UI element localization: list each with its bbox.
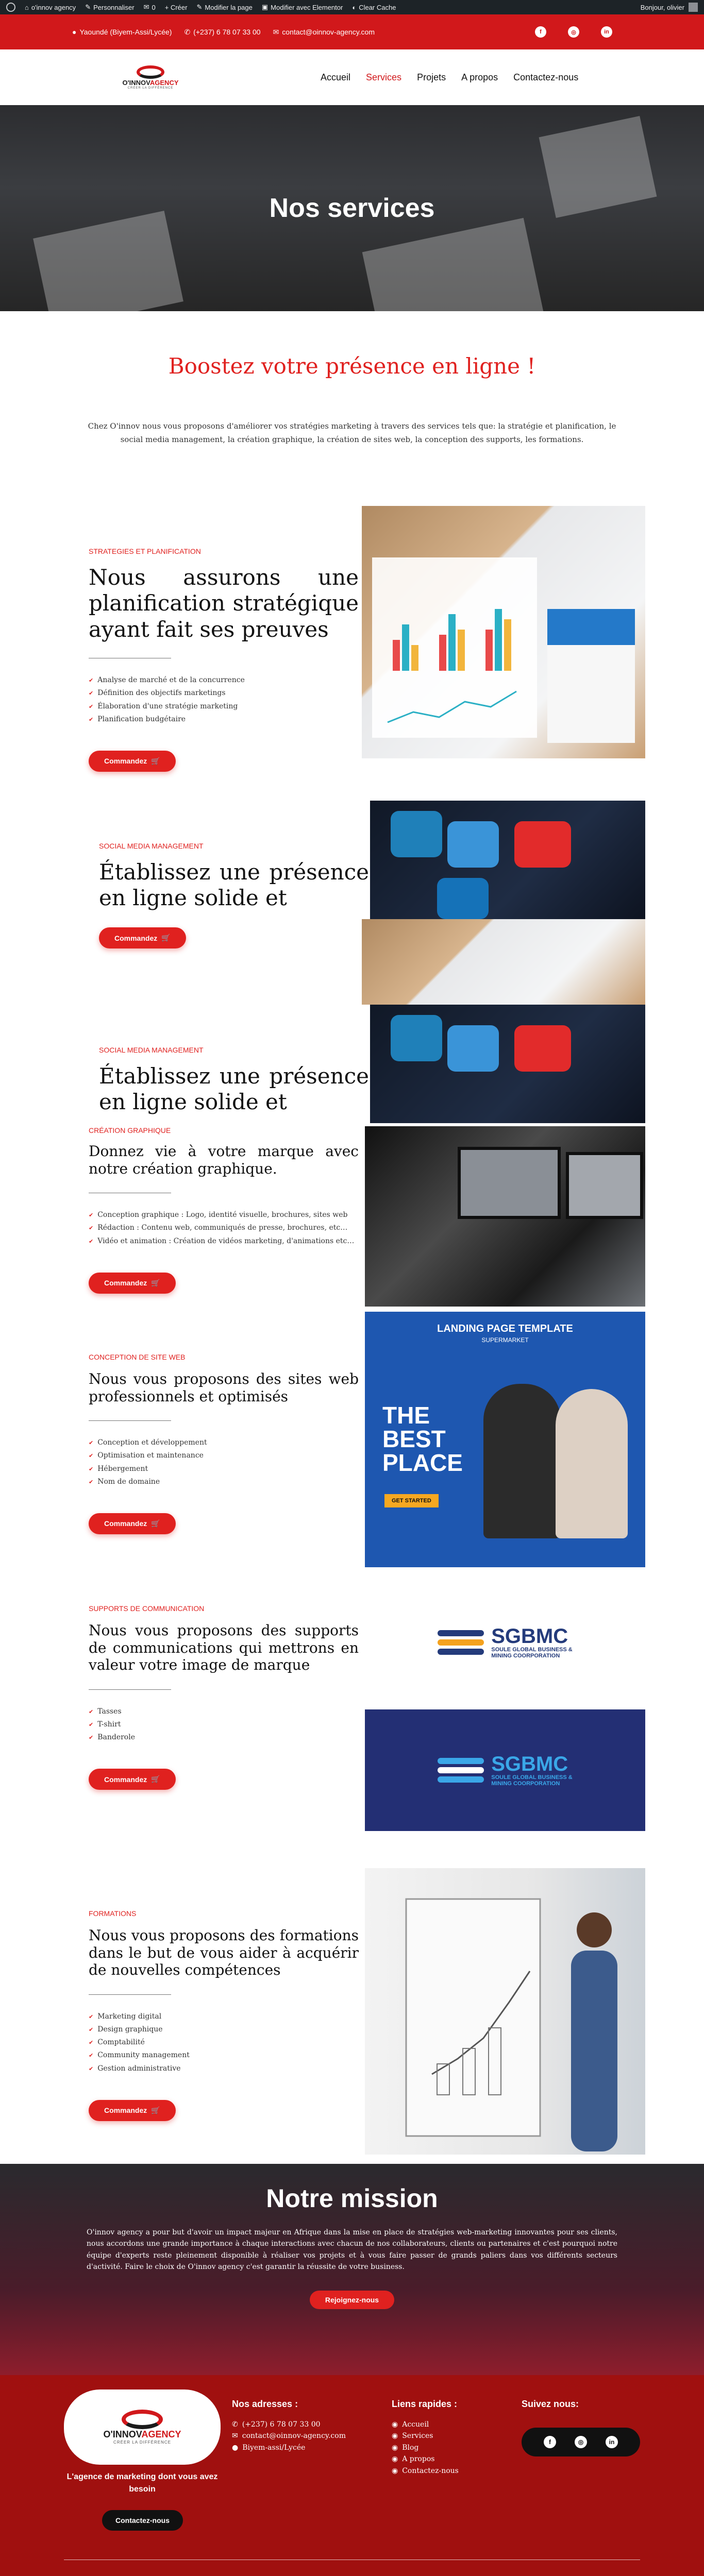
- linkedin-icon[interactable]: in: [601, 26, 612, 38]
- mission-title: Notre mission: [266, 2184, 438, 2213]
- list-item: ✔ Élaboration d'une stratégie marketing: [89, 700, 359, 713]
- circle-check-icon: ◉: [392, 2443, 398, 2452]
- footer-link-accueil[interactable]: ◉ Accueil: [392, 2419, 459, 2430]
- main-nav: [321, 72, 578, 83]
- service-title: Donnez vie à votre marque avec notre création graphique.: [89, 1143, 359, 1177]
- hero-banner: [0, 105, 704, 311]
- sgbmc-mark-icon: [438, 1627, 484, 1658]
- circle-check-icon: ◉: [392, 2432, 398, 2441]
- mission-section: [0, 2164, 704, 2375]
- footer-phone[interactable]: ✆ (+237) 6 78 07 33 00: [232, 2419, 346, 2430]
- footer-addresses: Nos adresses : ✆ (+237) 6 78 07 33 00 ✉ contact@oinnov-agency.com ● Biyem-assi/Lycée: [232, 2399, 346, 2453]
- circle-check-icon: ◉: [392, 2466, 398, 2475]
- order-button[interactable]: Commandez 🛒: [89, 1513, 176, 1534]
- cart-icon: 🛒: [151, 1775, 160, 1784]
- list-item: ✔ Nom de domaine: [89, 1476, 359, 1488]
- site-header: [0, 49, 704, 105]
- wordpress-logo-icon[interactable]: [6, 3, 15, 12]
- admin-site-link[interactable]: ⌂ o'innov agency: [25, 3, 76, 11]
- footer-tagline: L'agence de marketing dont vous avez besoin: [66, 2472, 218, 2494]
- admin-new-link[interactable]: + Créer: [164, 3, 188, 11]
- list-item: ✔ Community management: [89, 2049, 359, 2062]
- avatar: [689, 3, 698, 12]
- design-workstation-image: [365, 1126, 645, 1307]
- service-list: [89, 674, 359, 726]
- service-list: [89, 1209, 359, 1248]
- mission-text: O'innov agency a pour but d'avoir un impact majeur en Afrique dans la mise en place de stratégies web-marketing innovantes pour ses clients, nous accordons une grande importance à chaque interactions avec chacun de nos collaborateurs, clients ou partenaires et c'est pourquoi notre équipe d'experts reste pleinement disponible à réaliser vos projets et à vous faire passer de grands paliers dans vos différents secteurs d'activité. Faire le choix de O'innov agency c'est garantir la réussite de votre business.: [87, 2228, 617, 2272]
- list-item: ✔ T-shirt: [89, 1718, 359, 1731]
- service-category: STRATEGIES ET PLANIFICATION: [89, 547, 201, 555]
- footer-social-title: Suivez nous:: [522, 2399, 579, 2409]
- linkedin-icon[interactable]: in: [606, 2436, 618, 2448]
- admin-customize-link[interactable]: ✎ Personnaliser: [85, 3, 135, 11]
- service-strategy: [0, 506, 704, 801]
- facebook-icon[interactable]: f: [544, 2436, 556, 2448]
- join-us-button[interactable]: Rejoignez-nous: [310, 2291, 394, 2309]
- trainer-flipchart-image: [365, 1868, 645, 2155]
- admin-bar: [0, 0, 704, 14]
- list-item: ✔ Optimisation et maintenance: [89, 1449, 359, 1462]
- service-category: CRÉATION GRAPHIQUE: [89, 1126, 171, 1134]
- social-apps-image: [370, 801, 645, 919]
- nav-a-propos[interactable]: A propos: [461, 72, 498, 82]
- analytics-image-strip: [362, 919, 645, 1005]
- order-button[interactable]: Commandez 🛒: [99, 927, 186, 948]
- service-category: CONCEPTION DE SITE WEB: [89, 1353, 186, 1361]
- site-footer: [0, 2375, 704, 2576]
- admin-comments-link[interactable]: ✉ 0: [143, 3, 156, 11]
- contact-topbar: [0, 14, 704, 49]
- list-item: ✔ Design graphique: [89, 2023, 359, 2036]
- service-social-2: [0, 1005, 704, 1312]
- order-button[interactable]: Commandez 🛒: [89, 751, 176, 772]
- service-social-1: [0, 801, 704, 1005]
- service-title: Établissez une présence en ligne solide et: [99, 1063, 369, 1115]
- landing-page-image: LANDING PAGE TEMPLATE SUPERMARKET THE BEST PLACE GET STARTED: [365, 1312, 645, 1567]
- list-item: ✔ Banderole: [89, 1731, 359, 1744]
- service-list: [89, 1436, 359, 1488]
- email-icon: ✉: [273, 27, 279, 36]
- cart-icon: 🛒: [151, 756, 160, 765]
- service-graphic: [89, 1126, 359, 1294]
- social-apps-image: [370, 1005, 645, 1123]
- admin-edit-page-link[interactable]: ✎ Modifier la page: [196, 3, 253, 11]
- nav-services[interactable]: Services: [366, 72, 402, 82]
- site-logo[interactable]: O'INNOVAGENCY CRÉER LA DIFFÉRENCE: [114, 61, 187, 94]
- circle-check-icon: ◉: [392, 2420, 398, 2429]
- footer-link-services[interactable]: ◉ Services: [392, 2430, 459, 2442]
- nav-accueil[interactable]: Accueil: [321, 72, 351, 82]
- logo-swoosh-icon: [122, 2410, 163, 2429]
- list-item: ✔ Analyse de marché et de la concurrence: [89, 674, 359, 687]
- footer-location: ● Biyem-assi/Lycée: [232, 2442, 346, 2453]
- service-category: FORMATIONS: [89, 1909, 137, 1918]
- footer-link-contact[interactable]: ◉ Contactez-nous: [392, 2465, 459, 2477]
- service-list: [89, 2010, 359, 2075]
- list-item: ✔ Marketing digital: [89, 2010, 359, 2023]
- location-pin-icon: ●: [232, 2443, 239, 2452]
- footer-logo[interactable]: O'INNOVAGENCY CRÉER LA DIFFÉRENCE: [64, 2389, 221, 2465]
- topbar-email[interactable]: ✉ contact@oinnov-agency.com: [273, 27, 375, 36]
- footer-contact-button[interactable]: Contactez-nous: [102, 2510, 183, 2531]
- location-pin-icon: ●: [72, 28, 77, 36]
- list-item: ✔ Conception et développement: [89, 1436, 359, 1449]
- list-item: ✔ Conception graphique : Logo, identité visuelle, brochures, sites web: [89, 1209, 359, 1222]
- nav-projets[interactable]: Projets: [417, 72, 446, 82]
- service-title: Nous vous proposons des supports de communications qui mettrons en valeur votre image de marque: [89, 1622, 359, 1674]
- intro-heading: Boostez votre présence en ligne !: [168, 353, 536, 379]
- service-category: SOCIAL MEDIA MANAGEMENT: [99, 842, 204, 850]
- service-supports: [0, 1575, 704, 1868]
- service-category: SUPPORTS DE COMMUNICATION: [89, 1604, 205, 1613]
- topbar-phone[interactable]: ✆ (+237) 6 78 07 33 00: [184, 27, 261, 36]
- service-formations: [0, 1868, 704, 2164]
- service-web: [0, 1312, 704, 1575]
- order-button[interactable]: Commandez 🛒: [89, 2100, 176, 2121]
- logo-swoosh-icon: [137, 65, 164, 79]
- cart-icon: 🛒: [151, 1519, 160, 1528]
- admin-account-menu[interactable]: Bonjour, olivier: [641, 3, 698, 12]
- sgbmc-mark-icon: [438, 1755, 484, 1786]
- nav-contact[interactable]: Contactez-nous: [513, 72, 579, 82]
- footer-link-blog[interactable]: ◉ Blog: [392, 2442, 459, 2453]
- topbar-address: ● Yaoundé (Biyem-Assi/Lycée): [72, 28, 172, 36]
- sgbmc-logo-dark: SGBMC SOULE GLOBAL BUSINESS & MINING COORPORATION: [365, 1709, 645, 1831]
- list-item: ✔ Planification budgétaire: [89, 713, 359, 726]
- intro-section: [0, 311, 704, 506]
- admin-clear-cache-link[interactable]: ◐ Clear Cache: [352, 3, 396, 11]
- phone-icon: ✆: [184, 27, 191, 36]
- service-title: Nous vous proposons des formations dans le but de vous aider à acquérir de nouvelles compétences: [89, 1927, 359, 1979]
- service-list: [89, 1705, 359, 1744]
- service-title: Nous assurons une planification stratégique ayant fait ses preuves: [89, 565, 359, 642]
- admin-elementor-link[interactable]: ▣ Modifier avec Elementor: [261, 3, 343, 11]
- cart-icon: 🛒: [151, 2106, 160, 2114]
- cart-icon: 🛒: [161, 934, 171, 942]
- list-item: ✔ Vidéo et animation : Création de vidéos marketing, d'animations etc…: [89, 1235, 359, 1248]
- facebook-icon[interactable]: f: [535, 26, 546, 38]
- circle-check-icon: ◉: [392, 2455, 398, 2464]
- footer-link-apropos[interactable]: ◉ A propos: [392, 2453, 459, 2465]
- page-title: Nos services: [269, 193, 435, 223]
- list-item: ✔ Définition des objectifs marketings: [89, 687, 359, 700]
- instagram-icon[interactable]: ◎: [568, 26, 579, 38]
- list-item: ✔ Hébergement: [89, 1463, 359, 1476]
- phone-icon: ✆: [232, 2420, 238, 2429]
- service-title: Nous vous proposons des sites web professionnels et optimisés: [89, 1370, 359, 1405]
- footer-email[interactable]: ✉ contact@oinnov-agency.com: [232, 2430, 346, 2442]
- cart-icon: 🛒: [151, 1278, 160, 1287]
- email-icon: ✉: [232, 2432, 238, 2441]
- service-category: SOCIAL MEDIA MANAGEMENT: [99, 1046, 204, 1054]
- order-button[interactable]: Commandez 🛒: [89, 1769, 176, 1790]
- service-title: Établissez une présence en ligne solide et: [99, 859, 369, 911]
- list-item: ✔ Rédaction : Contenu web, communiqués de presse, brochures, etc…: [89, 1222, 359, 1234]
- intro-text: Chez O'innov nous vous proposons d'améliorer vos stratégies marketing à travers des services tels que: la stratégie et planification, le social media management, la création graphique, la création de sites web, la conception des supports, les formations.: [88, 421, 616, 444]
- list-item: ✔ Tasses: [89, 1705, 359, 1718]
- list-item: ✔ Gestion administrative: [89, 2062, 359, 2075]
- instagram-icon[interactable]: ◎: [575, 2436, 587, 2448]
- list-item: ✔ Comptabilité: [89, 2036, 359, 2049]
- analytics-image: [362, 506, 645, 758]
- footer-socials: [522, 2428, 640, 2456]
- footer-quick-links: Liens rapides : ◉ Accueil ◉ Services ◉ Blog ◉ A propos ◉ Contactez-nous: [392, 2399, 459, 2477]
- sgbmc-logo-white: SGBMC SOULE GLOBAL BUSINESS & MINING COORPORATION: [365, 1575, 645, 1709]
- order-button[interactable]: Commandez 🛒: [89, 1273, 176, 1294]
